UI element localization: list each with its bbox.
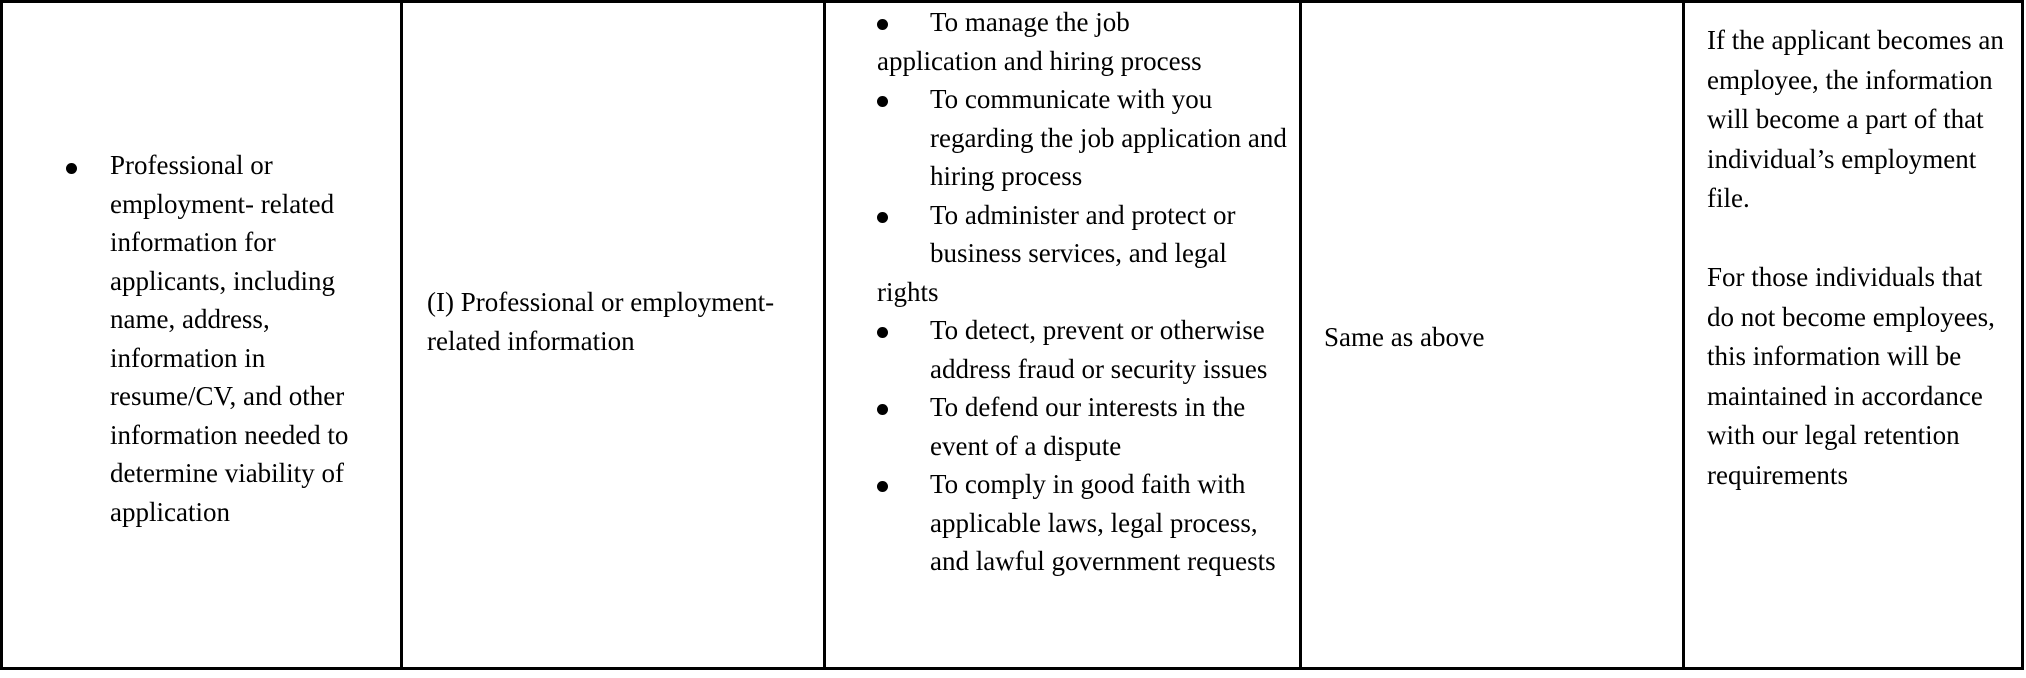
purpose-item [877, 388, 1295, 465]
purpose-text: To administer and protect or business services, and legal [930, 199, 1236, 268]
purpose-text: To comply in good faith with applicable laws, legal process, and lawful government requests [930, 469, 1276, 576]
purpose-item [877, 196, 1295, 312]
category-list-item [110, 146, 392, 531]
purpose-text-continued: application and hiring process [877, 45, 1202, 76]
disclosure-cell [1324, 318, 1674, 357]
bullet-icon [877, 19, 888, 30]
column-divider [1682, 0, 1685, 670]
purpose-item [877, 3, 1295, 80]
purpose-text: To manage the job [930, 7, 1130, 37]
bullet-icon [66, 163, 77, 174]
purpose-item [877, 465, 1295, 581]
bullet-icon [877, 481, 888, 492]
purpose-item [877, 80, 1295, 196]
column-divider [1299, 0, 1302, 670]
retention-cell [1707, 21, 2007, 495]
bullet-icon [877, 212, 888, 223]
purposes-cell [877, 3, 1295, 581]
purpose-text: To detect, prevent or otherwise address fraud or security issues [930, 315, 1268, 384]
category-label-cell [427, 283, 807, 360]
category-text: Professional or employment- related information for applicants, including name, address, information in resume/CV, and other information needed to determine viability of application [110, 150, 349, 527]
bullet-icon [877, 327, 888, 338]
category-label-text: (I) Professional or employment-related information [427, 287, 775, 356]
bullet-icon [877, 96, 888, 107]
disclosure-text: Same as above [1324, 322, 1485, 352]
bullet-icon [877, 404, 888, 415]
purpose-text-continued: rights [877, 276, 939, 307]
purpose-text: To communicate with you regarding the job application and hiring process [930, 84, 1287, 191]
column-divider [400, 0, 403, 670]
category-cell [110, 146, 392, 531]
purpose-text: To defend our interests in the event of a dispute [930, 392, 1246, 461]
retention-paragraph-2: For those individuals that do not become employees, this information will be maintained in accordance with our legal retention requirements [1707, 262, 1995, 490]
retention-paragraph-1: If the applicant becomes an employee, the information will become a part of that individual’s employment file. [1707, 25, 2004, 213]
column-divider [823, 0, 826, 670]
purpose-item [877, 311, 1295, 388]
